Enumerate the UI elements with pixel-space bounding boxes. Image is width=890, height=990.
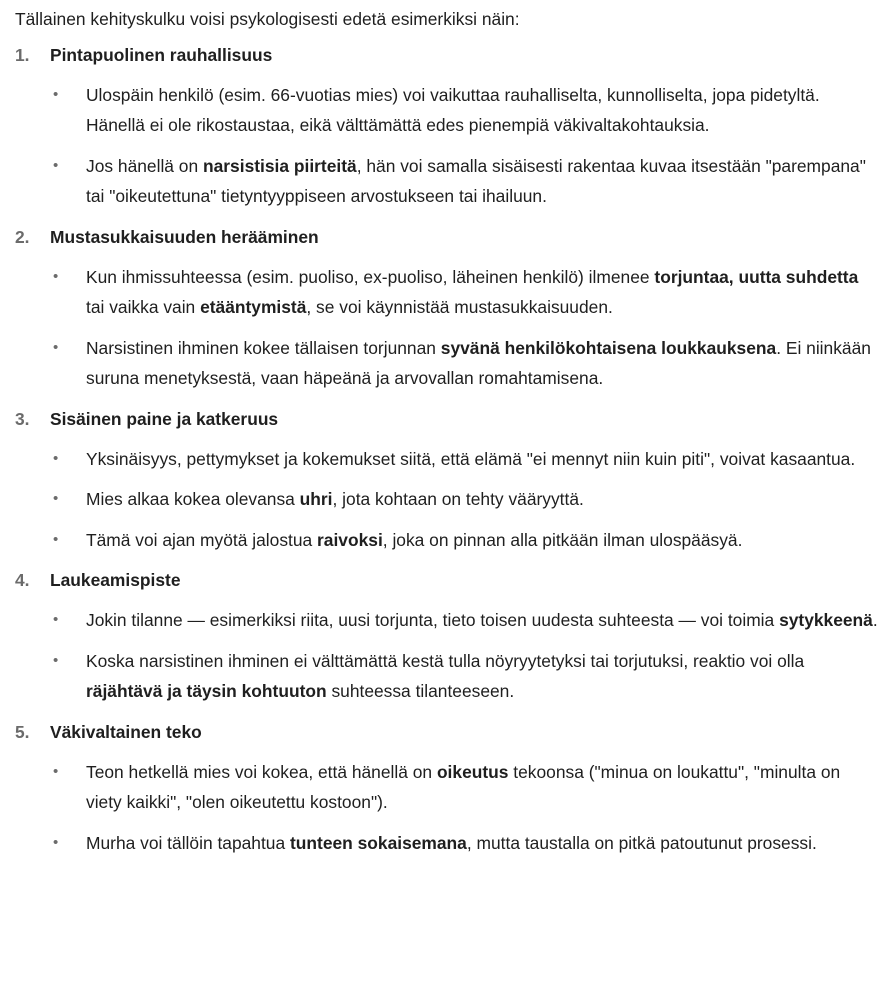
body-text: , hän voi samalla sisäisesti rakentaa kuvaa itsestään "parempana" tai "oikeutettuna" tietyntyyppiseen arvostukseen tai ihailuun. (86, 155, 866, 206)
body-text: , se voi käynnistää mustasukkaisuuden. (306, 297, 613, 317)
bullet-item (15, 80, 890, 141)
body-text: Koska narsistinen ihminen ei välttämättä kestä tulla nöyryytetyksi tai torjutuksi, reaktio voi olla (86, 650, 805, 671)
bullet-item (15, 525, 890, 556)
body-text: Jos hänellä on (86, 155, 203, 176)
bullet-item (15, 262, 890, 323)
bullet-item (15, 484, 890, 515)
body-text: . (872, 610, 878, 630)
bullet-list (15, 757, 890, 859)
bullet-dot-icon: • (53, 611, 59, 628)
body-text: tekoonsa ("minua on loukattu", "minulta on viety kaikki", "olen oikeutettu kostoon"). (86, 761, 841, 812)
body-text: , joka on pinnan alla pitkään ilman ulospääsyä. (382, 529, 743, 550)
body-text: Murha voi tällöin tapahtua (86, 832, 290, 853)
bullet-dot-icon: • (53, 267, 59, 285)
step-number: 1. (15, 44, 30, 65)
step-title: Sisäinen paine ja katkeruus (50, 408, 279, 429)
body-text: suhteessa tilanteeseen. (326, 681, 515, 701)
bold-text: oikeutus (436, 761, 509, 782)
list-item-step (15, 404, 890, 556)
step-heading (15, 40, 890, 70)
body-text: . Ei niinkään suruna menetyksestä, vaan häpeänä ja arvovallan romahtamisena. (86, 337, 871, 388)
step-number: 3. (15, 408, 30, 429)
bold-text: torjuntaa, uutta suhdetta (654, 266, 859, 287)
step-heading (15, 565, 890, 595)
bullet-item (15, 605, 890, 636)
bullet-dot-icon: • (53, 530, 59, 548)
bold-text: syvänä henkilökohtaisena loukkauksena (440, 337, 777, 358)
body-text: , mutta taustalla on pitkä patoutunut prosessi. (466, 832, 817, 853)
bullet-dot-icon: • (53, 338, 59, 356)
body-text: Narsistinen ihminen kokee tällaisen torjunnan (86, 337, 441, 358)
bold-text: tunteen sokaisemana (289, 832, 467, 853)
bullet-dot-icon: • (53, 833, 59, 851)
bullet-item (15, 444, 890, 475)
list-item-step (15, 717, 890, 859)
bullet-list (15, 262, 890, 394)
bold-text: räjähtävä ja täysin kohtuuton (86, 681, 327, 701)
body-text: tai vaikka vain (86, 297, 201, 317)
bullet-dot-icon: • (53, 85, 59, 103)
intro-paragraph: Tällainen kehityskulku voisi psykologisesti edetä esimerkiksi näin: (15, 9, 520, 29)
bullet-list (15, 605, 890, 707)
step-heading (15, 222, 890, 252)
bullet-dot-icon: • (53, 156, 59, 174)
step-title: Laukeamispiste (50, 570, 181, 590)
numbered-list (15, 40, 890, 859)
body-text: Teon hetkellä mies voi kokea, että hänellä on (86, 761, 437, 782)
body-text: , jota kohtaan on tehty vääryyttä. (332, 489, 584, 509)
step-heading (15, 404, 890, 434)
step-title: Väkivaltainen teko (50, 721, 202, 742)
bullet-list (15, 80, 890, 212)
list-item-step (15, 40, 890, 212)
bullet-item (15, 151, 890, 212)
body-text: Tämä voi ajan myötä jalostua (86, 529, 318, 550)
bullet-dot-icon: • (53, 762, 59, 780)
bold-text: raivoksi (317, 529, 383, 550)
step-number: 5. (15, 721, 30, 742)
bold-text: sytykkeenä (779, 610, 873, 630)
body-text: Yksinäisyys, pettymykset ja kokemukset siitä, että elämä "ei mennyt niin kuin piti", voivat kasaantua. (86, 448, 856, 469)
step-title: Pintapuolinen rauhallisuus (50, 44, 273, 65)
step-heading (15, 717, 890, 747)
bullet-item (15, 828, 890, 859)
step-title: Mustasukkaisuuden herääminen (50, 226, 319, 247)
bullet-dot-icon: • (53, 449, 59, 467)
bullet-dot-icon: • (53, 490, 59, 507)
bullet-list (15, 444, 890, 556)
body-text: Kun ihmissuhteessa (esim. puoliso, ex-puoliso, läheinen henkilö) ilmenee (86, 266, 655, 287)
bullet-item (15, 646, 890, 707)
bold-text: etääntymistä (200, 297, 307, 317)
bold-text: uhri (299, 489, 333, 509)
bold-text: narsistisia piirteitä (203, 155, 357, 176)
body-text: Jokin tilanne — esimerkiksi riita, uusi torjunta, tieto toisen uudesta suhteesta — voi toimia (86, 610, 780, 630)
step-number: 2. (15, 226, 30, 247)
body-text: Ulospäin henkilö (esim. 66-vuotias mies) voi vaikuttaa rauhalliselta, kunnolliselta, jopa pidetyltä. Hänellä ei ole rikostaustaa, eikä välttämättä edes pienempiä väkivaltakohtauksia. (86, 84, 820, 135)
list-item-step (15, 565, 890, 707)
body-text: Mies alkaa kokea olevansa (86, 489, 300, 509)
step-number: 4. (15, 570, 30, 590)
list-item-step (15, 222, 890, 394)
bullet-item (15, 333, 890, 394)
bullet-dot-icon: • (53, 651, 59, 669)
bullet-item (15, 757, 890, 818)
